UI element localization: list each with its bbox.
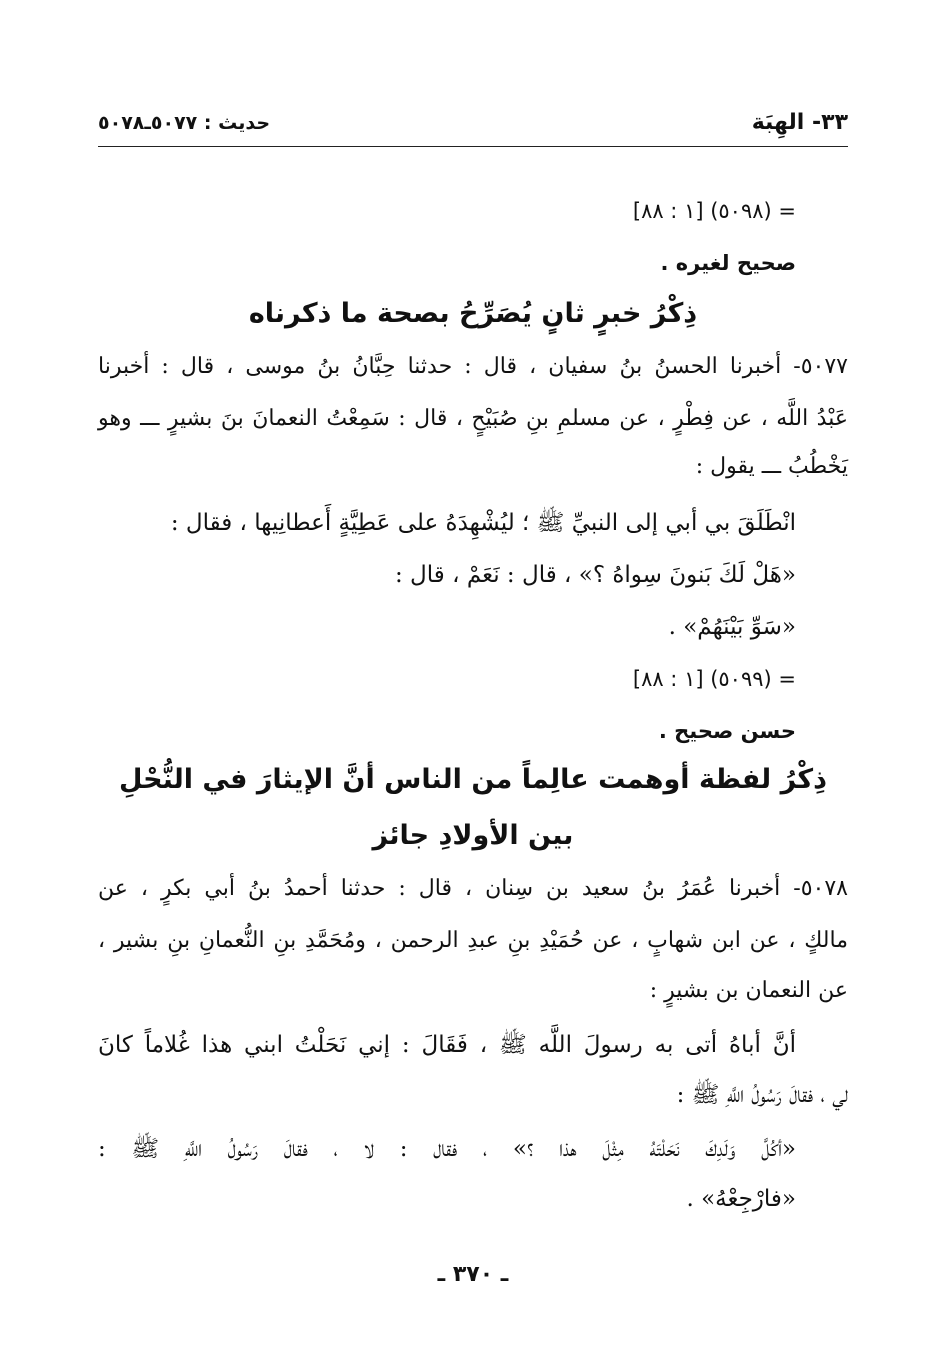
hadith-range: حديث : ٥٠٧٧ـ٥٠٧٨ [98,112,271,134]
hadith-grade: صحيح لغيره . [660,251,796,275]
cross-reference: = (٥٠٩٩) [١ : ٨٨] [632,667,796,691]
running-header [98,110,848,147]
matn-line: «هَلْ لَكَ بَنونَ سِواهُ ؟» ، قال : نَعَمْ ، قال : [395,562,796,588]
isnad-line: عَبْدُ اللَّه ، عن فِطْرٍ ، عن مسلمِ بنِ صُبَيْحٍ ، قال : سَمِعْتُ النعمانَ بنَ بشيرٍ ـــ وهو [98,406,848,431]
chapter-title: ٣٣- الهِبَة [751,110,848,135]
section-heading: ذِكْرُ خبرٍ ثانٍ يُصَرِّحُ بصحة ما ذكرناه [248,298,698,329]
matn-line: أنَّ أباهُ أتى به رسولَ اللَّه ﷺ ، فَقَالَ : إني نَحَلْتُ ابني هذا غُلاماً كانَ [98,1032,796,1058]
isnad-line: مالكٍ ، عن ابن شهابٍ ، عن حُمَيْدِ بنِ عبدِ الرحمن ، ومُحَمَّدِ بنِ النُّعمانِ بنِ بشير ، [98,928,848,953]
isnad-line: ٥٠٧٧- أخبرنا الحسنُ بنُ سفيان ، قال : حدثنا حِبَّانُ بنُ موسى ، قال : أخبرنا [98,354,848,379]
hadith-grade: حسن صحيح . [658,719,796,743]
isnad-line: ٥٠٧٨- أخبرنا عُمَرُ بنُ سعيد بن سِنان ، قال : حدثنا أحمدُ بنُ أبي بكرٍ ، عن [98,876,848,901]
matn-line: «أكُلَّ وَلَدِكَ نَحَلْتَهُ مِثْلَ هذا ؟» ، فقال : لا ، فقالَ رَسُولُ اللَّهِ ﷺ : [98,1136,796,1162]
section-heading-continued: بين الأولادِ جائز [372,820,574,851]
section-heading: ذِكْرُ لفظة أوهمت عالِماً من الناس أنَّ الإيثارَ في النُّحْلِ [119,764,827,795]
matn-line: «سَوِّ بَيْنَهُمْ» . [668,614,796,640]
matn-line: لي ، فقالَ رَسُولُ اللَّهِ ﷺ : [676,1082,848,1108]
matn-line: انْطَلَقَ بي أبي إلى النبيِّ ﷺ ؛ ليُشْهِدَهُ على عَطِيَّةٍ أَعطانِيها ، فقال : [170,510,796,536]
page-number: ـ ٣٧٠ ـ [437,1262,509,1287]
isnad-line: عن النعمان بن بشيرٍ : [649,978,848,1003]
isnad-line: يَخْطُبُ ـــ يقول : [695,454,848,479]
matn-line: «فارْجِعْهُ» . [686,1186,796,1212]
cross-reference: = (٥٠٩٨) [١ : ٨٨] [632,199,796,223]
